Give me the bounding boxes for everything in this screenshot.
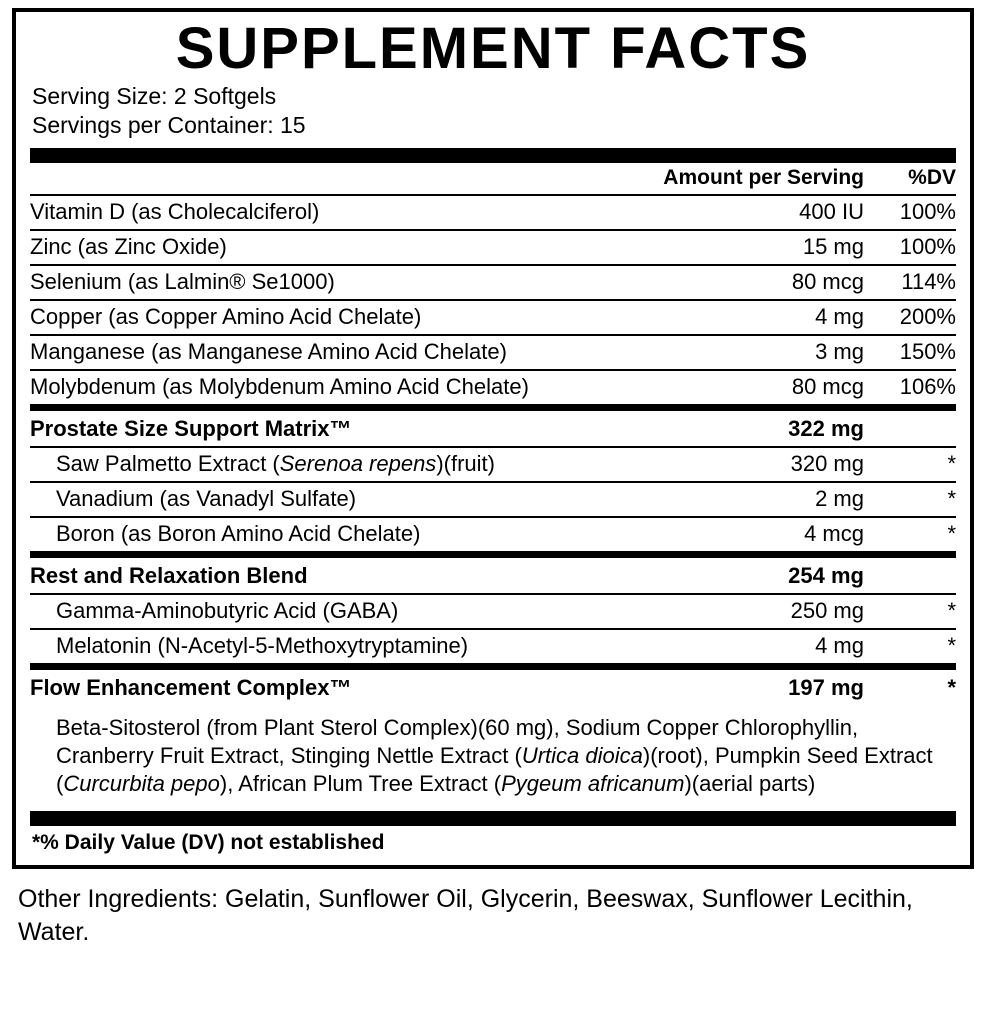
divider-thick-top: [30, 148, 956, 163]
other-ingredients-text: Other Ingredients: Gelatin, Sunflower Oil, Glycerin, Beeswax, Sunflower Lecithin, Water.: [18, 885, 913, 946]
nutrient-dv: 200%: [870, 300, 956, 335]
blend-dv: *: [947, 674, 956, 700]
page-title: SUPPLEMENT FACTS: [175, 16, 811, 81]
nutrient-amount: 3 mg: [663, 335, 870, 370]
divider-thick-bottom: [30, 811, 956, 826]
ingredient-dv: *: [870, 482, 956, 517]
table-row: [30, 517, 956, 551]
ingredient-amount: 4 mg: [815, 632, 864, 658]
table-row: [30, 370, 956, 404]
ingredient-amount: 320 mg: [720, 447, 870, 482]
ingredient-name: Boron (as Boron Amino Acid Chelate): [56, 520, 421, 546]
divider-medium-2: [30, 551, 956, 558]
ingredient-amount: 250 mg: [720, 594, 870, 629]
table-header-row: [30, 163, 956, 195]
servings-per-container-text: Servings per Container: 15: [32, 112, 306, 139]
table-row: [30, 335, 956, 370]
blend-amount: 254 mg: [720, 558, 870, 594]
divider-medium-1: [30, 404, 956, 411]
ingredient-dv: *: [870, 447, 956, 482]
ingredient-dv: *: [947, 520, 956, 546]
header-percent-dv: %DV: [870, 163, 956, 195]
nutrient-name: Copper (as Copper Amino Acid Chelate): [30, 300, 663, 335]
daily-value-footnote: *% Daily Value (DV) not established: [32, 831, 385, 855]
blend-name: Flow Enhancement Complex™: [30, 674, 352, 700]
blend-table-rest-relaxation: [30, 558, 956, 663]
ingredient-amount: 4 mcg: [804, 520, 864, 546]
table-row: [30, 195, 956, 230]
ingredient-amount: 2 mg: [720, 482, 870, 517]
nutrient-name: Selenium (as Lalmin® Se1000): [30, 265, 663, 300]
table-row: [30, 594, 956, 629]
divider-medium-3: [30, 663, 956, 670]
nutrient-dv: 100%: [870, 230, 956, 265]
blend-header-row: [30, 670, 956, 705]
nutrient-name: Zinc (as Zinc Oxide): [30, 230, 663, 265]
ingredient-name: Gamma-Aminobutyric Acid (GABA): [30, 594, 720, 629]
header-blank: [30, 163, 663, 195]
nutrient-name: Vitamin D (as Cholecalciferol): [30, 195, 663, 230]
table-row: [30, 300, 956, 335]
blend-amount: 322 mg: [720, 411, 870, 447]
nutrient-name: Manganese (as Manganese Amino Acid Chelate): [30, 335, 663, 370]
blend-amount: 197 mg: [788, 674, 864, 700]
blend-table-prostate: [30, 411, 956, 551]
table-row: [30, 230, 956, 265]
flow-complex-description: Beta-Sitosterol (from Plant Sterol Complex)(60 mg), Sodium Copper Chlorophyllin, Cranberry Fruit Extract, Stinging Nettle Extract (Urtica dioica)(root), Pumpkin Seed Extract (Curcurbita pepo), African Plum Tree Extract (Pygeum africanum)(aerial parts): [56, 714, 933, 797]
serving-size-text: Serving Size: 2 Softgels: [32, 83, 277, 109]
nutrient-dv: 114%: [870, 265, 956, 300]
table-row: [30, 629, 956, 663]
nutrient-dv: 100%: [870, 195, 956, 230]
table-row: [30, 447, 956, 482]
nutrient-amount: 15 mg: [663, 230, 870, 265]
nutrient-amount: 4 mg: [663, 300, 870, 335]
nutrient-amount: 400 IU: [663, 195, 870, 230]
nutrient-dv: 106%: [899, 373, 956, 399]
table-row: [30, 265, 956, 300]
header-amount-per-serving: Amount per Serving: [663, 163, 870, 195]
nutrient-amount: 80 mcg: [791, 373, 864, 399]
blend-dv: [870, 411, 956, 447]
ingredient-dv: *: [947, 632, 956, 658]
blend-dv: [870, 558, 956, 594]
ingredient-dv: *: [870, 594, 956, 629]
supplement-facts-panel: [12, 8, 974, 869]
blend-name: Rest and Relaxation Blend: [30, 558, 720, 594]
nutrition-table: [30, 163, 956, 404]
nutrient-name: Molybdenum (as Molybdenum Amino Acid Chelate): [30, 373, 529, 399]
blend-header-row: [30, 558, 956, 594]
blend-name: Prostate Size Support Matrix™: [30, 411, 720, 447]
ingredient-name: Melatonin (N-Acetyl-5-Methoxytryptamine): [56, 632, 469, 658]
blend-table-flow-enhancement: [30, 670, 956, 705]
blend-header-row: [30, 411, 956, 447]
ingredient-name: Vanadium (as Vanadyl Sulfate): [30, 482, 720, 517]
nutrient-dv: 150%: [870, 335, 956, 370]
nutrient-amount: 80 mcg: [663, 265, 870, 300]
table-row: [30, 482, 956, 517]
ingredient-name: Saw Palmetto Extract (Serenoa repens)(fruit): [30, 447, 720, 482]
